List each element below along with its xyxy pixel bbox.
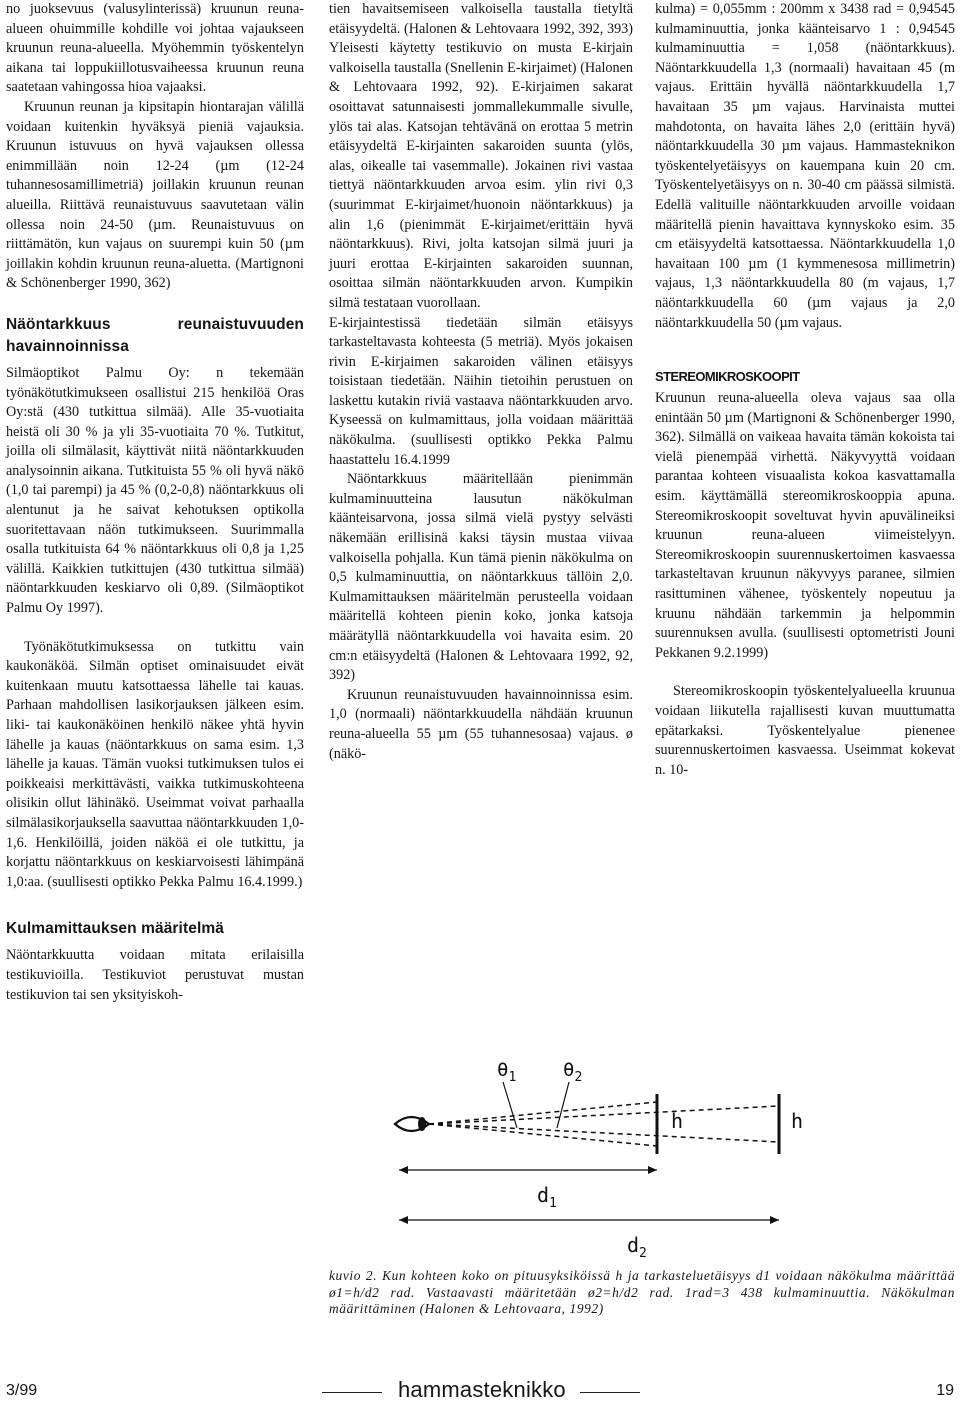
theta2-leader — [557, 1082, 569, 1128]
section-heading: STEREOMIKROSKOOPIT — [655, 369, 800, 385]
sight-line-lower-near — [429, 1124, 657, 1146]
viewing-angle-diagram — [389, 1054, 955, 1264]
theta2-label: $\theta_2$ — [563, 1059, 583, 1085]
d1-arrow-right — [648, 1166, 657, 1174]
section-heading: Näöntarkkuus reunaistuvuuden havainnoinnissa — [6, 315, 304, 355]
page-footer — [0, 1376, 960, 1405]
sight-line-lower-far — [429, 1124, 779, 1142]
text-column-1 — [6, 0, 304, 1005]
d1-arrow-left — [399, 1166, 408, 1174]
paragraph: Silmäoptikot Palmu Oy: n tekemään työnäkötutkimukseen osallistui 215 henkilöä Oras Oy:stä (430 tutkittua silmää). Alle 35-vuotiaita heistä oli 30 % ja yli 35-vuotiaita 70 %. Tutkitut, joilla oli silmälasit, käyttivät niitä näöntarkkuuden analysoinnin aikana. Tutkituista 55 % oli hyvä näkö (1,0 tai parempi) ja 45 % (0,2-0,8) näöntarkkuus oli alentunut ja he saivat kehotuksen optikolla suoritettavaan näön tutkimukseen. Suurimmalla osalla tutkituista 64 % näöntarkkuus oli 0,8 ja 1,25 välillä. Kaikkien tutkittujen (430 tutkittua silmää) näöntarkkuuden keskiarvo oli 0,89. (Silmäoptikot Palmu Oy 1997). — [6, 364, 304, 617]
footer-rule-right — [580, 1392, 640, 1393]
eye-icon — [395, 1117, 429, 1131]
h-label-far: h — [791, 1109, 804, 1133]
paragraph: Kruunun reuna-alueella oleva vajaus saa olla enintään 50 µm (Martignoni & Schönenberger 1990, 362). Silmällä on vaikeaa havaita tämän kokoista tai vielä pienempää virhettä. Näkyvyyttä voidaan parantaa kohteen visuaalista kokoa kasvattamalla esim. käyttämällä stereomikroskooppia apuna. Stereomikroskoopit soveltuvat hyvin apuvälineiksi kruunun reuna-alueen viimeistelyyn. Stereomikroskoopin suurennuskertoimen kasvaessa tarkasteltavan kruunun näkyvyys paranee, silmien rasittuminen vähenee, työskentely nopeutuu ja kruunu nähdään tarkemmin ja helpommin suurennuksen avulla. (suullisesti optometristi Jouni Pekkanen 9.2.1999) — [655, 390, 955, 661]
paragraph: kulma) = 0,055mm : 200mm x 3438 rad = 0,94545 kulmaminuuttia, jonka käänteisarvo 1 : 0,94545 kulmaminuuttia = 1,058 (näöntarkkuus). Näöntarkkuudella 1,3 (normaali) havaitaan 45 (m vajaus. Erittäin hyvällä näöntarkkuudella 1,7 havaitaan 35 µm vajaus. Harvinaista muttei mahdotonta, on havaita lähes 2,0 (erittäin hyvä) näöntarkkuudella 30 µm vajaus. Hammasteknikon työskentelyetäisyys on kauempana kuin 20 cm. Työskentelyetäisyys on n. 30-40 cm päässä silmistä. Edellä valituille näöntarkkuuden arvoille voidaan määritellä pienin havaittava kynnyskoko esim. 35 cm etäisyydeltä katsottaessa. Näöntarkkuudella 1,0 havaitaan 100 µm (1 kymmenesosa millimetrin) vajaus, 1,3 näöntarkkuudella 80 (m vajaus, 1,7 näöntarkkuudella 60 (µm vajaus ja 2,0 näöntarkkuudella 50 (µm vajaus. — [655, 1, 955, 331]
theta1-label: $\theta_1$ — [497, 1059, 517, 1085]
paragraph: E-kirjaintestissä tiedetään silmän etäisyys tarkasteltavasta kohteesta (5 metriä). Myös jokaisen rivin E-kirjaimen sakaroiden välinen etäisyys toisistaan tiedetään. Näihin tietoihin perustuen on laskettu kutakin riviä vastaava näöntarkkuuden arvo. Kyseessä on kulmamittaus, jolla voidaan määrittää näkökulma. (suullisesti optikko Pekka Palmu haastattelu 16.4.1999 — [329, 314, 633, 468]
issue-number: 3/99 — [6, 1382, 38, 1399]
text-column-2 — [329, 0, 633, 764]
d2-arrow-right — [770, 1216, 779, 1224]
paragraph: Näöntarkkuutta voidaan mitata erilaisilla testikuvioilla. Testikuviot perustuvat mustan testikuvion tai sen yksityiskoh- — [6, 947, 304, 1003]
page-number: 19 — [936, 1382, 954, 1399]
paragraph: Kruunun reunan ja kipsitapin hiontarajan välillä voidaan kuitenkin hyväksyä pieniä vajauksia. Kruunun istuvuus on hyvä vajauksen ollessa enimmillään noin 12-24 (µm (12-24 tuhannesosamillimetriä) joillakin kruunun reunan alueilla. Riittävä reunaistuvuus saavutetaan välin ollessa noin 24-50 (µm. Reunaistuvuus on riittämätön, kun vajaus on suurempi kuin 50 (µm joillakin kohdin kruunun reuna-aluetta. (Martignoni & Schönenberger 1990, 362) — [6, 98, 304, 292]
text-column-3 — [655, 0, 955, 780]
paragraph: Kruunun reunaistuvuuden havainnoinnissa esim. 1,0 (normaali) näöntarkkuudella nähdään kruunun reuna-alueella 55 µm (55 tuhannesosaa) vajaus. ø (näkö- — [329, 686, 633, 762]
section-heading: Kulmamittauksen määritelmä — [6, 920, 224, 938]
d1-label: $d_1$ — [537, 1183, 557, 1211]
paragraph: no juoksevuus (valusylinterissä) kruunun reuna-alueen ohuimmille kohdille voi johtaa vajaukseen kruunun reuna-alueella. Myöhemmin työskentelyn aikana tai loppukiillotusvaiheessa kruunun reuna saatetaan vahingossa hioa vajaaksi. — [6, 1, 304, 96]
paragraph: tien havaitsemiseen valkoisella taustalla tietyltä etäisyydeltä. (Halonen & Lehtovaara 1992, 392, 393) Yleisesti käytetty testikuvio on musta E-kirjain valkoisella taustalla (Snellenin E-kirjaimet) (Halonen & Lehtovaara 1992, 92). E-kirjaimen sakarat osoittavat satunnaisesti jommallekummalle sivulle, ylös tai alas. Katsojan tehtävänä on erottaa 5 metrin etäisyydeltä E-kirjainten sakaroiden suunta (ylös, alas, oikealle tai vasemmalle). Jokainen rivi vastaa tiettyä näöntarkkuuden arvoa esim. ylin rivi 0,3 (suurimmat E-kirjaimet/huonoin näöntarkkuus) ja alin 1,6 (pienimmät E-kirjaimet/erittäin hyvä näöntarkkuus). Rivi, jolta katsojan silmä juuri ja juuri erottaa E-kirjainten sakaroiden suunnan, osoittaa silmän näöntarkkuuden arvon. Kumpikin silmä testataan vuorollaan. — [329, 1, 633, 311]
d2-label: $d_2$ — [627, 1233, 647, 1261]
h-label-near: h — [671, 1109, 684, 1133]
sight-line-upper-far — [429, 1106, 779, 1124]
d2-arrow-left — [399, 1216, 408, 1224]
theta1-leader — [503, 1082, 517, 1128]
sight-line-upper-near — [429, 1102, 657, 1124]
paragraph: Stereomikroskoopin työskentelyalueella kruunua voidaan liikutella rajallisesti kuvan muuttumatta epätarkaksi. Työskentelyalue pienenee suurennuskertoimen kasvaessa. Useimmat kokevat n. 10- — [655, 683, 955, 778]
magazine-name: hammasteknikko — [398, 1377, 566, 1402]
paragraph: Työnäkötutkimuksessa on tutkittu vain kaukonäköä. Silmän optiset ominaisuudet eivät kuitenkaan muutu katsottaessa lähelle tai kauas. Parhaan mahdollisen lasikorjauksen jälkeen esim. liki- tai kaukonäköinen henkilö näkee yhtä hyvin lähelle ja kauas (näöntarkkuus on sama esim. 1,3 lähelle ja kauas. Tämän vuoksi tutkimuksen tulos ei poikkeaisi merkittävästi, vaikka tutkimuskohteena olisikin ollut lähinäkö. Useimmat voivat parhaalla silmälasikorjauksella saavuttaa näöntarkkuuden 1,0-1,6. Henkilöillä, joiden näköä ei ole tutkittu, ja korjattu näöntarkkuus on keskiarvoisesti lähimpänä 1,0:aa. (suullisesti optikko Pekka Palmu 16.4.1999.) — [6, 638, 304, 890]
paragraph: Näöntarkkuus määritellään pienimmän kulmaminuutteina lausutun näkökulman käänteisarvona, jossa silmä vielä pystyy selvästi näkemään erillisinä kaksi täysin mustaa viivaa valkoisella pohjalla. Kun tämä pienin näkökulma on 0,5 kulmaminuuttia, on näöntarkkuus tällöin 2,0. Kulmamittauksen määritelmän perusteella voidaan määritellä kohteen pienin koko, jonka katsoja määrätyllä näöntarkkuudella voi havaita esim. 20 cm:n etäisyydeltä (Halonen & Lehtovaara 1992, 92, 392) — [329, 471, 633, 684]
figure-caption: kuvio 2. Kun kohteen koko on pituusyksiköissä h ja tarkasteluetäisyys d1 voidaan näkökulma määrittää ø1=h/d2 rad. Vastaavasti määritetään ø2=h/d2 rad. 1rad=3 438 kulmaminuuttia. Näkökulman määrittäminen (Halonen & Lehtovaara, 1992) — [329, 1268, 955, 1316]
footer-rule-left — [322, 1392, 382, 1393]
viewing-angle-figure — [389, 1054, 955, 1264]
